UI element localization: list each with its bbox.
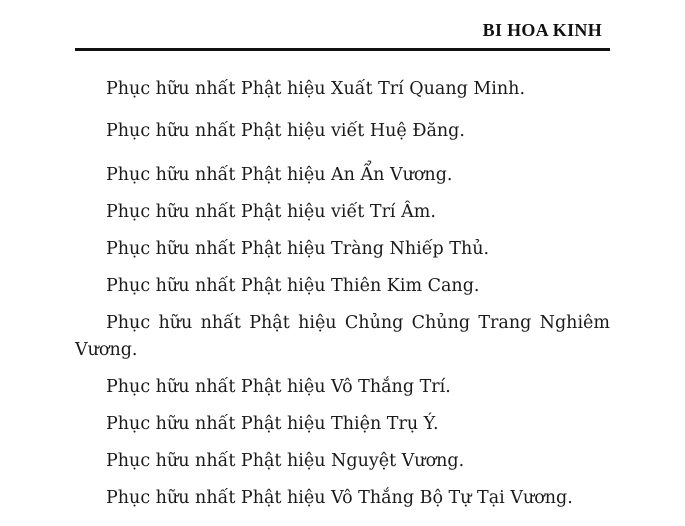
paragraph: Phục hữu nhất Phật hiệu Thiện Trụ Ý.: [106, 414, 439, 434]
paragraph: Phục hữu nhất Phật hiệu Thiên Kim Cang.: [106, 276, 480, 296]
running-title: BI HOA KINH: [482, 20, 602, 40]
paragraph: Phục hữu nhất Phật hiệu viết Huệ Đăng.: [106, 121, 465, 141]
page-body: [75, 76, 610, 512]
paragraph: Phục hữu nhất Phật hiệu An Ẩn Vương.: [106, 165, 453, 185]
paragraph: Phục hữu nhất Phật hiệu Chủng Chủng Trang Nghiêm Vương.: [75, 313, 610, 360]
paragraph: Phục hữu nhất Phật hiệu Tràng Nhiếp Thủ.: [106, 239, 490, 259]
paragraph: Phục hữu nhất Phật hiệu Vô Thắng Bộ Tự Tại Vương.: [106, 488, 573, 508]
page-header: [75, 18, 610, 51]
paragraph: Phục hữu nhất Phật hiệu Xuất Trí Quang Minh.: [106, 79, 526, 99]
paragraph: Phục hữu nhất Phật hiệu Nguyệt Vương.: [106, 451, 465, 471]
paragraph: Phục hữu nhất Phật hiệu viết Trí Âm.: [106, 202, 436, 222]
paragraph: Phục hữu nhất Phật hiệu Vô Thắng Trí.: [106, 377, 451, 397]
